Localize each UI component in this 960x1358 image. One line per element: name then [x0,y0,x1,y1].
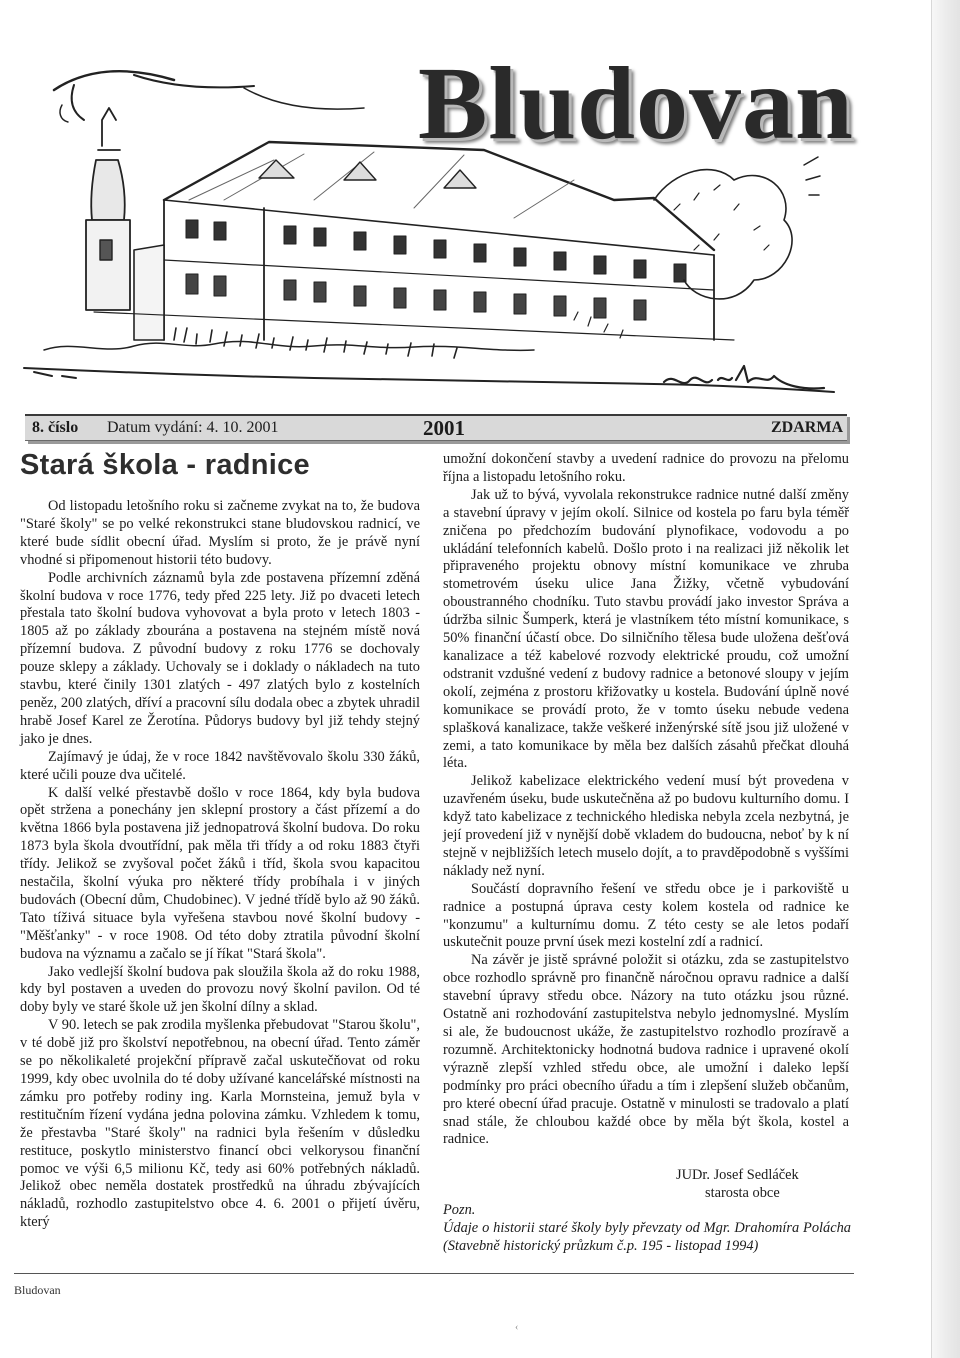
issue-date: Datum vydání: 4. 10. 2001 [107,419,279,436]
article-left-column [20,498,420,1232]
footer-publication-name: Bludovan [14,1283,61,1297]
masthead [0,0,960,415]
article-paragraph: umožní dokončení stavby a uvedení radnice do provozu na přelomu října a listopadu letošního roku. [443,451,849,485]
article-paragraph: Od listopadu letošního roku si začneme zvykat na to, že budova "Staré školy" se po velké rekonstrukci stane bludovskou radnicí, ve které bude sídlit obecní úřad. Myslím si proto, že je právě nyní vhodné si připomenout historii této budovy. [20,498,420,568]
issue-number: 8. číslo [32,419,79,436]
source-note [443,1202,851,1256]
newspaper-title: Bludovan [418,46,854,161]
article-paragraph: Podle archivních záznamů byla zde postavena přízemní zděná školní budova v roce 1776, tedy před 225 lety. Již po dvaceti letech přestala tato školní budova vyhovovat a byla proto v letech 1803 - 1805 až po základy zbourána a postavena na stejném místě nová přízemní budova. Z původní budovy z roku 1776 se dochovaly pouze sklepy a základy. Uchovaly se i doklady o nákladech na tuto stavbu, které činily 1301 zlatých - 497 zlatých bylo z kostelních peněz, 200 zlatých, dříví a pracovní sílu dodala obec a zbytek uhradil hrabě Josef Karel ze Žerotína. Půdorys budovy byl již tehdy stejný jako je dnes. [20,569,420,747]
author-signature [676,1167,799,1203]
article-right-column [443,451,849,1149]
scan-speck: ‹ [515,1322,519,1333]
issue-price: ZDARMA [771,419,843,436]
article-paragraph: Zajímavý je údaj, že v roce 1842 navštěvovalo školu 330 žáků, které učili pouze dva učitelé. [20,748,420,783]
issue-info-bar [25,414,847,441]
article-paragraph: Součástí dopravního řešení ve středu obce je i parkoviště u radnice a postupná úprava cesty kolem kostela od radnice ke "konzumu" a kulturnímu domu. Z této cesty se ale letos podaří uskutečnit pouze první úsek mezi kostelní zdí a radnicí. [443,880,849,951]
article-paragraph: Jak už to bývá, vyvolala rekonstrukce radnice nutné další změny a stavební úpravy v jejím okolí. Silnice od kostela po faru byla téměř zničena po předchozím budování plynofikace, vodovodu a po ukládání telefonních kabelů. Došlo proto i na realizaci již několik let připraveného projektu obnovy místní komunikace ve zhruba stometrovém úseku ulice Jana Žižky, včetně vybudování oboustranného chodníku. Tuto stavbu provádí jako investor Správa a údržba silnic Šumperk, která je vlastníkem této místní komunikace, s 50% finanční účastí obce. Do silničního tělesa bude uložena dešťová kanalizace a též kabelové rozvody elektrické proudu, což umožní odstranit vzdušné vedení z budovy radnice a betonové sloupy v jejím okolí, zejména z prostoru křižovatky u kostela. Budování úplně nové komunikace se provádí proto, že v tomto úseku nebude vedena splašková kanalizace, takže veškeré inženýrské sítě jsou již uložené v zemi, a tato komunikace by měla bez dalších zásahů přečkat dlouhá léta. [443,486,849,772]
article-paragraph: Na závěr je jistě správné položit si otázku, zda se zastupitelstvo obce rozhodlo správně pro finančně náročnou opravu radnice a další stavební úpravy středu obce. Názory na tuto otázku jsou různé. Ostatně ani rozhodování zastupitelstva nebylo jednomyslné. Myslím si ale, že budoucnost ukáže, že zastupitelstvo rozhodlo prozíravě a rozumně. Architektonicky hodnotná budova radnice i upravené okolí výrazně zlepší vzhled středu obce, ale umožní i daleko lepší podmínky pro práci obecního úřadu a tím i zlepšení služeb občanům, pro které obecní úřad pracuje. Ostatně v minulosti se tradovalo a platí snad stále, že chloubou každé obce by měla být škola, kostel a radnice. [443,952,849,1148]
footer-divider [14,1273,854,1274]
issue-year: 2001 [423,416,465,440]
article-title: Stará škola - radnice [20,449,310,481]
author-role: starosta obce [704,1184,780,1201]
note-text: Údaje o historii staré školy byly převzaty od Mgr. Drahomíra Polácha (Stavebně historický průzkum č.p. 195 - listopad 1994) [443,1219,851,1254]
article-paragraph: K další velké přestavbě došlo v roce 1864, kdy byla budova opět stržena a ponechány jen sklepní prostory a část přízemí a do května 1866 byla postavena již jednopatrová školní budova. Do roku 1873 byla škola dvoutřídní, pak měla tři třídy a od roku 1883 čtyři třídy. Jelikož se zvyšoval počet žáků i tříd, škola svou kapacitou nestačila, školní výuka pro některé třídy probíhala i v jiných budovách (Obecní dům, Chudobinec). V jedné třídě bylo až 90 žáků. Tato tíživá situace byla vyřešena stavbou nové školní budovy - "Měšťanky" - v roce 1908. Od této doby ztratila původní školní budova na významu a začalo se jí říkat "Stará škola". [20,784,420,962]
note-label: Pozn. [443,1202,476,1218]
author-name: JUDr. Josef Sedláček [676,1167,799,1183]
article-paragraph: Jako vedlejší školní budova pak sloužila škola až do roku 1988, kdy byl postaven a uveden do provozu nový školní pavilon. Od té doby byly ve staré škole už jen školní dílny a sklad. [20,963,420,1016]
article-paragraph: V 90. letech se pak zrodila myšlenka přebudovat "Starou školu", v té době již pro školství nepotřebnou, na obecní úřad. Tento záměr se po několikaleté projekční přípravě začal uskutečňovat od roku 1999, kdy obec uvolnila do té doby užívané kancelářské místnosti na zámku pro potřeby rodiny ing. Karla Mornsteina, jemuž byla v restitučním řízení vydána jedna polovina zámku. Vzhledem k tomu, že přestavba "Staré školy" na radnici byla řešením v důsledku restituce, poskytlo ministerstvo financí obci velkorysou finanční pomoc ve výši 6,5 milionu Kč, tedy asi 60% potřebných nákladů. Jelikož obec neměla dostatek prostředků na úhradu zbývajících nákladů, rozhodlo zastupitelstvo obce 4. 6. 2001 o přijetí úvěru, který [20,1017,420,1231]
article-paragraph: Jelikož kabelizace elektrického vedení musí být provedena v uzavřeném úseku, bude uskutečněna až po budovu kulturního domu. I když tato kabelizace z technického hlediska nebyla zcela nezbytná, je její provedení již v nynější době vkladem do budoucna, neboť by k ní stejně v nejbližších letech muselo dojít, a to pravděpodobně s vyššími náklady než nyní. [443,773,849,879]
